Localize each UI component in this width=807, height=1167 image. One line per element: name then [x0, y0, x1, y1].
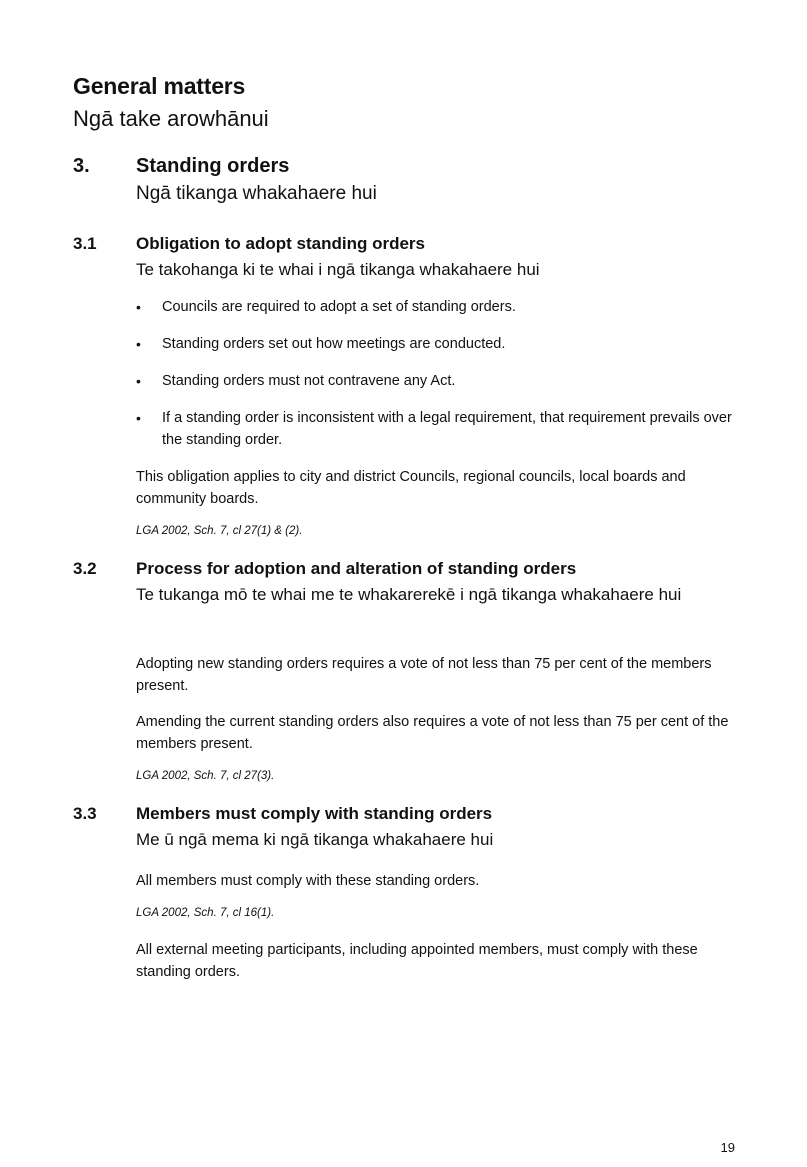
bullet-icon: •	[136, 410, 141, 426]
page-heading: General matters	[73, 73, 246, 99]
section-3-1-paragraph: This obligation applies to city and district Councils, regional councils, local boards and community boards.	[136, 469, 686, 507]
bullet-icon: •	[136, 373, 141, 389]
section-3-3-title: Members must comply with standing orders	[136, 804, 493, 823]
list-item	[136, 370, 736, 392]
list-item-text: If a standing order is inconsistent with a legal requirement, that requirement prevails over the standing order.	[162, 410, 732, 448]
list-item	[136, 296, 736, 318]
section-3-2-title: Process for adoption and alteration of standing orders	[136, 559, 577, 578]
section-3-1-bullet-list	[136, 296, 736, 466]
list-item	[136, 407, 736, 451]
section-3-2-paragraph-1: Adopting new standing orders requires a vote of not less than 75 per cent of the members present.	[136, 656, 712, 694]
section-3-subtitle: Ngā tikanga whakahaere hui	[136, 183, 377, 204]
section-3-1-subtitle: Te takohanga ki te whai i ngā tikanga whakahaere hui	[136, 260, 540, 279]
bullet-icon: •	[136, 299, 141, 315]
page-subheading: Ngā take arowhānui	[73, 106, 269, 131]
section-3-title: Standing orders	[136, 155, 290, 177]
bullet-icon: •	[136, 336, 141, 352]
section-3-1-title: Obligation to adopt standing orders	[136, 234, 425, 253]
list-item	[136, 333, 736, 355]
section-3-number: 3.	[73, 155, 90, 177]
section-3-3-number: 3.3	[73, 804, 97, 823]
section-3-3-subtitle: Me ū ngā mema ki ngā tikanga whakahaere hui	[136, 830, 494, 849]
list-item-text: Standing orders set out how meetings are conducted.	[162, 336, 506, 352]
section-3-2-number: 3.2	[73, 559, 97, 578]
section-3-2-paragraph-2: Amending the current standing orders also requires a vote of not less than 75 per cent of the members present.	[136, 714, 729, 752]
section-3-2-citation: LGA 2002, Sch. 7, cl 27(3).	[136, 770, 275, 782]
section-3-3-paragraph-2: All external meeting participants, including appointed members, must comply with these standing orders.	[136, 942, 698, 980]
section-3-3-paragraph-1: All members must comply with these standing orders.	[136, 873, 480, 889]
section-3-3-citation: LGA 2002, Sch. 7, cl 16(1).	[136, 907, 275, 919]
section-3-2-subtitle: Te tukanga mō te whai me te whakarerekē i ngā tikanga whakahaere hui	[136, 585, 682, 604]
section-3-1-citation: LGA 2002, Sch. 7, cl 27(1) & (2).	[136, 525, 303, 537]
list-item-text: Standing orders must not contravene any Act.	[162, 373, 456, 389]
page-number: 19	[720, 1140, 735, 1155]
list-item-text: Councils are required to adopt a set of standing orders.	[162, 299, 516, 315]
section-3-1-number: 3.1	[73, 234, 97, 253]
